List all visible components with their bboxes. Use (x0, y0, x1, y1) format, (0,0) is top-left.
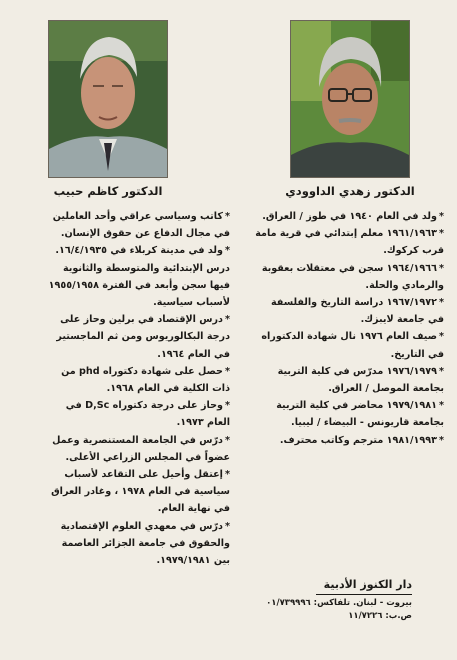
name-kazem-habib: الدكتور كاظم حبيب (53, 184, 163, 198)
bio-zuhdi-aldawoodi (252, 208, 444, 449)
bio-item: درس الإبتدائية والمتوسطة والثانوية فيها سجن وأبعد في الفترة ١٩٥٥/١٩٥٨ لأسباب سياسية. (48, 262, 230, 309)
bio-item: *ولد في العام ١٩٤٠ في طوز / العراق. (262, 211, 444, 222)
publisher-divider (316, 594, 412, 595)
bio-item: *١٩٧٩/١٩٨١ محاضر في كلية التربية بجامعة قاريونس - البيضاء / ليبيا. (276, 400, 444, 429)
bio-item: *١٩٦٧/١٩٧٢ دراسة التاريخ والفلسفة في جامعة لايبزك. (270, 297, 444, 326)
bio-item: *١٩٦٤/١٩٦٦ سجن في معتقلات بعقوبة والرمادي والحلة. (261, 262, 444, 291)
bio-item: *ولد في مدينة كربلاء في ١٦/٤/١٩٣٥. (55, 245, 230, 257)
publisher-info (262, 578, 412, 623)
bio-item: *كاتب وسياسي عراقي وأحد العاملين في مجال الدفاع عن حقوق الإنسان. (52, 211, 230, 240)
bio-item: *حصل على شهادة دكتوراه phd من ذات الكلية في العام ١٩٦٨. (61, 365, 230, 395)
bio-item: *١٩٨١/١٩٩٣ مترجم وكاتب محترف. (279, 434, 444, 446)
publisher-address: بيروت - لبنان. تلفاكس: ٠١/٧٣٩٩٩٦ (266, 598, 412, 608)
publisher-name: دار الكنوز الأدبية (323, 578, 412, 591)
bio-item: *درّس في الجامعة المستنصرية وعمل عضواً في المجلس الزراعي الأعلى. (52, 434, 230, 463)
publisher-po-box: ص.ب: ١١/٧٢٢٦ (348, 611, 412, 621)
bio-item: *درس الإقتصاد في برلين وحاز على درجة البكالوريوس ومن ثم الماجستير في العام ١٩٦٤. (56, 314, 230, 360)
bio-item: *١٩٧٦/١٩٧٩ مدرّس في كلية التربية بجامعة الموصل / العراق. (277, 365, 444, 395)
bio-item: *صيف العام ١٩٧٦ نال شهادة الدكتوراه في التاريخ. (261, 331, 444, 360)
portrait-kazem-habib (48, 20, 168, 178)
bio-item: *١٩٦١/١٩٦٣ معلم إبتدائي في قرية مامة قرب كركوك. (255, 228, 444, 257)
bio-item: *درّس في معهدي العلوم الإقتصادية والحقوق في جامعة الجزائر العاصمة بين ١٩٧٩/١٩٨١. (60, 520, 230, 567)
name-zuhdi-aldawoodi: الدكتور زهدي الداوودي (285, 184, 415, 198)
bio-item: *وحاز على درجة دكتوراه D,Sc في العام ١٩٧٣. (65, 400, 230, 429)
bio-kazem-habib (46, 208, 230, 569)
bio-item: *إعتقل وأحيل على التقاعد لأسباب سياسية في العام ١٩٧٨ ، وغادر العراق في نهاية العام. (51, 469, 230, 515)
portrait-zuhdi-aldawoodi (290, 20, 410, 178)
